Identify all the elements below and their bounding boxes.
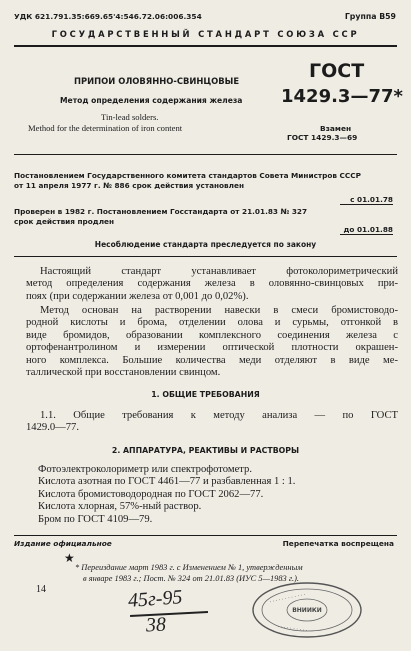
method-line: ного комплекса. Большие количества меди отделяют в виде ме- xyxy=(26,354,398,366)
svg-text:· · · · · · · · · ·: · · · · · · · · · · xyxy=(276,624,308,635)
handwritten-number-1: 45г-95 xyxy=(127,586,184,612)
official-edition: Издание официальное xyxy=(14,539,112,548)
handwritten-number-2: 38 xyxy=(145,613,167,637)
reagent-item: Бром по ГОСТ 4109—79. xyxy=(38,513,153,525)
gost-label: ГОСТ xyxy=(309,60,365,82)
stamp-text: ВНИИКИ xyxy=(292,607,322,614)
title-ru: ПРИПОИ ОЛОВЯННО-СВИНЦОВЫЕ xyxy=(74,76,240,86)
replaces-value: ГОСТ 1429.3—69 xyxy=(287,133,358,142)
page-number: 14 xyxy=(36,584,46,595)
reprint-note-2: в январе 1983 г.; Пост. № 324 от 21.01.83 (ИУС 5—1983 г.). xyxy=(83,574,299,583)
method-line: ортофенантролином и измерении оптической плотности окрашен- xyxy=(26,342,398,354)
section-1-text xyxy=(26,410,398,435)
check-line-2: срок действия продлен xyxy=(14,217,115,226)
decree-date-1-rule xyxy=(340,204,393,205)
svg-text:· · · · · · · · · · · ·: · · · · · · · · · · · · xyxy=(269,592,307,606)
intro-paragraph xyxy=(26,266,398,303)
intro-line: Настоящий стандарт устанавливает фотоколориметрический xyxy=(40,266,398,277)
intro-line: метод определения содержания железа в оловянно-свинцовых при- xyxy=(26,278,398,290)
reprint-prohibited: Перепечатка воспрещена xyxy=(282,539,394,548)
reprint-note-1: * Переиздание март 1983 г. с Изменением № 1, утвержденным xyxy=(75,563,303,572)
footer-rule xyxy=(14,535,397,536)
section-1-line: 1.1. Общие требования к методу анализа — по ГОСТ xyxy=(40,410,398,421)
replaces-label: Взамен xyxy=(320,124,352,133)
decree-rule xyxy=(14,256,397,257)
title-en-1: Tin-lead solders. xyxy=(101,112,159,122)
state-standard-heading: ГОСУДАРСТВЕННЫЙ СТАНДАРТ СОЮЗА ССР xyxy=(51,29,360,39)
section-1-title: 1. ОБЩИЕ ТРЕБОВАНИЯ xyxy=(151,390,260,399)
udk-code: УДК 621.791.35:669.65'4:546.72.06:006.354 xyxy=(14,12,202,21)
method-line: Метод основан на растворении навески в смеси бромистоводо- xyxy=(40,305,398,316)
check-line-1: Проверен в 1982 г. Постановлением Госстандарта от 21.01.83 № 327 xyxy=(14,207,308,216)
archive-stamp xyxy=(250,580,365,640)
decree-line-1: Постановлением Государственного комитета стандартов Совета Министров СССР xyxy=(14,171,361,180)
gost-number: 1429.3—77* xyxy=(281,86,403,107)
method-line: таллической при восстановлении свинцом. xyxy=(26,367,221,379)
title-rule xyxy=(14,154,397,155)
method-line: родной кислоты и брома, отделении олова и сурьмы, отгонкой в xyxy=(26,317,398,329)
decree-line-2: от 11 апреля 1977 г. № 886 срок действия установлен xyxy=(14,181,245,190)
section-2-list xyxy=(38,464,398,526)
section-1-line: 1429.0—77. xyxy=(26,422,79,434)
group-code: Группа В59 xyxy=(344,12,396,21)
header-rule xyxy=(14,45,397,47)
method-line: виде бромидов, образовании комплексного соединения железа с xyxy=(26,329,398,341)
legal-warning: Несоблюдение стандарта преследуется по закону xyxy=(94,240,317,249)
title-en-2: Method for the determination of iron content xyxy=(28,123,183,133)
decree-date-2: до 01.01.88 xyxy=(343,225,393,234)
reagent-item: Кислота хлорная, 57%-ный раствор. xyxy=(38,501,202,513)
subtitle-ru: Метод определения содержания железа xyxy=(60,96,243,105)
star-icon: ★ xyxy=(64,551,75,565)
intro-line: поях (при содержании железа от 0,001 до 0,02%). xyxy=(26,290,249,302)
decree-date-1: с 01.01.78 xyxy=(350,195,393,204)
reagent-item: Кислота азотная по ГОСТ 4461—77 и разбавленная 1 : 1. xyxy=(38,476,296,488)
section-2-title: 2. АППАРАТУРА, РЕАКТИВЫ И РАСТВОРЫ xyxy=(111,446,300,455)
reagent-item: Фотоэлектроколориметр или спектрофотометр. xyxy=(38,464,252,475)
decree-date-2-rule xyxy=(340,234,393,235)
reagent-item: Кислота бромистоводородная по ГОСТ 2062—77. xyxy=(38,488,264,500)
method-paragraph xyxy=(26,305,398,379)
